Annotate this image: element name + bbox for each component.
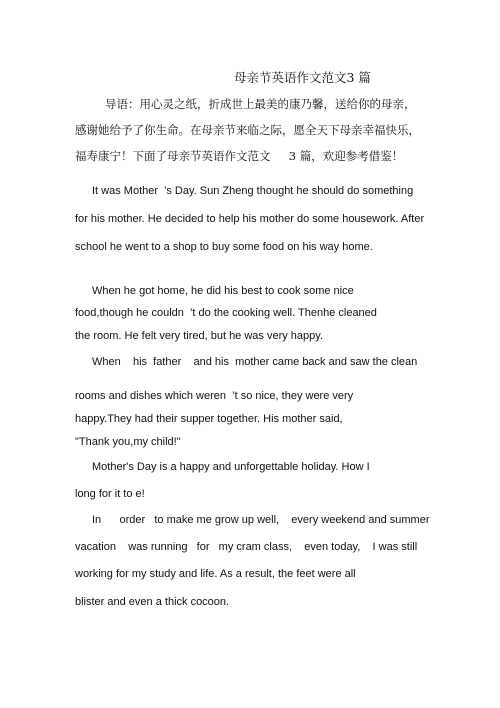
- body-line-5: food,though he couldn ’t do the cooking well. Thenhe cleaned: [75, 307, 377, 319]
- body-line-10: "Thank you,my child!": [75, 436, 181, 448]
- body-line-1: It was Mother ’s Day. Sun Zheng thought he should do something: [92, 185, 414, 197]
- body-line-6: the room. He felt very tired, but he was very happy.: [75, 330, 324, 342]
- body-line-11: Mother's Day is a happy and unforgettable holiday. How I: [92, 461, 370, 473]
- body-line-3: school he went to a shop to buy some food on his way home.: [75, 241, 373, 253]
- document-title: 母亲节英语作文范文3 篇: [234, 70, 371, 85]
- body-line-8: rooms and dishes which weren ’t so nice, they were very: [75, 390, 354, 402]
- body-line-14: vacation was running for my cram class, even today, I was still: [75, 541, 418, 553]
- intro-line-1: 导语：用心灵之纸，折成世上最美的康乃馨，送给你的母亲，: [105, 97, 416, 111]
- body-line-9: happy.They had their supper together. His mother said,: [75, 413, 343, 425]
- body-line-16: blister and even a thick cocoon.: [75, 596, 230, 608]
- body-line-4: When he got home, he did his best to cook some nice: [92, 285, 354, 297]
- body-line-12: long for it to e!: [75, 488, 145, 500]
- body-line-15: working for my study and life. As a result, the feet were all: [75, 568, 356, 580]
- intro-line-2: 感谢她给予了你生命。在母亲节来临之际，愿全天下母亲幸福快乐，: [75, 123, 420, 137]
- body-line-13: In order to make me grow up well, every weekend and summer: [92, 514, 430, 526]
- intro-line-3: 福寿康宁！下面了母亲节英语作文范文 3 篇，欢迎参考借鉴！: [75, 149, 404, 163]
- body-line-2: for his mother. He decided to help his mother do some housework. After: [75, 213, 425, 225]
- body-line-7: When his father and his mother came back and saw the clean: [92, 356, 418, 368]
